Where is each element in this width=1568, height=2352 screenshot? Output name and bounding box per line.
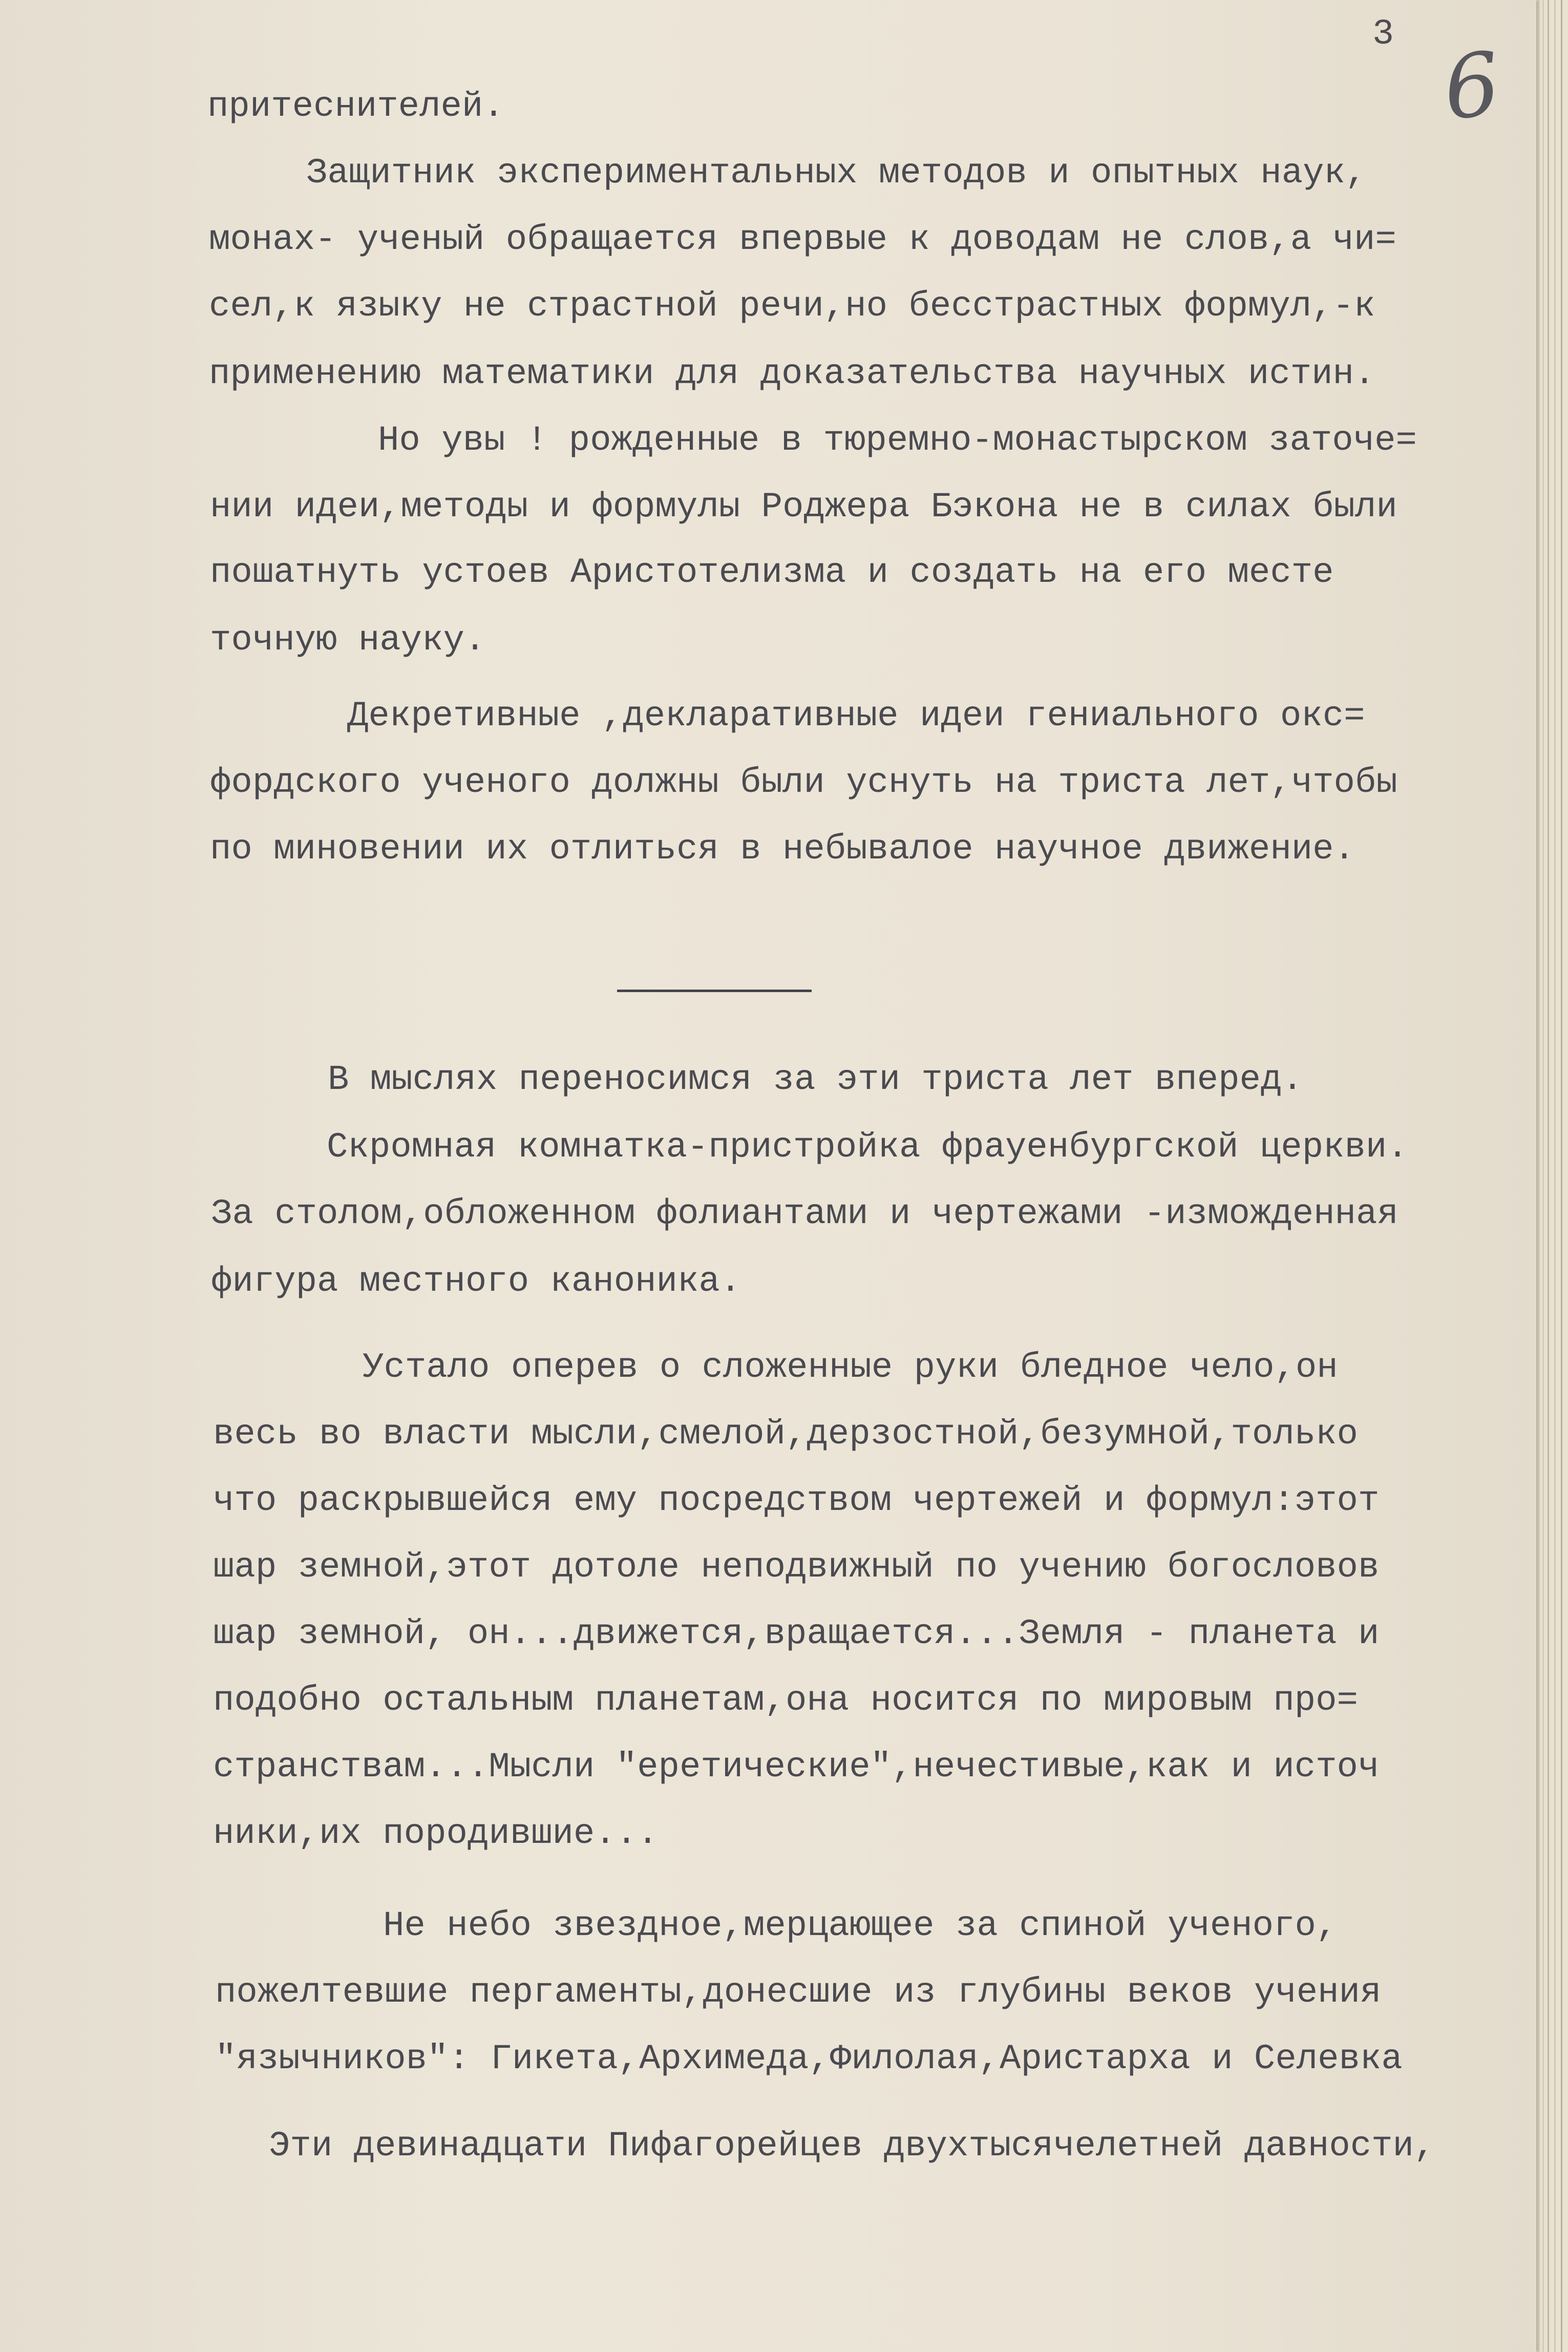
text-line: шар земной,этот дотоле неподвижный по учению богословов (213, 1547, 1380, 1587)
text-line: притеснителей. (207, 87, 504, 127)
text-line: пошатнуть устоев Аристотелизма и создать на его месте (210, 553, 1334, 593)
text-line: весь во власти мысли,смелой,дерзостной,безумной,только (213, 1414, 1358, 1454)
text-line: сел,к языку не страстной речи,но бесстрастных формул,-к (209, 286, 1375, 326)
text-line: фордского ученого должны были уснуть на триста лет,чтобы (210, 763, 1397, 803)
page-edge (1561, 0, 1562, 2352)
text-line: подобно остальным планетам,она носится по мировым про= (213, 1681, 1358, 1720)
text-line: фигура местного каноника. (211, 1262, 741, 1301)
page-number: 3 (1372, 14, 1394, 55)
text-line: нии идеи,методы и формулы Роджера Бэкона не в силах были (210, 487, 1397, 527)
text-line: За столом,обложенном фолиантами и чертежами -изможденная (211, 1194, 1399, 1234)
text-line: по миновении их отлиться в небывалое научное движение. (210, 829, 1355, 869)
handwritten-folio-number: 6 (1438, 33, 1505, 140)
text-line: Эти девинадцати Пифагорейцев двухтысячелетней давности, (269, 2126, 1435, 2166)
text-line: Скромная комнатка-пристройка фрауенбургской церкви. (327, 1127, 1408, 1167)
page-edge (1554, 0, 1556, 2352)
page-edge (1542, 0, 1544, 2352)
text-line: Устало оперев о сложенные руки бледное чело,он (363, 1348, 1338, 1388)
text-line: шар земной, он...движется,вращается...Земля - планета и (213, 1614, 1380, 1654)
text-line: Но увы ! рожденные в тюремно-монастырском заточе= (378, 421, 1417, 460)
text-line: Защитник экспериментальных методов и опытных наук, (306, 153, 1367, 193)
text-line: В мыслях переносимся за эти триста лет вперед. (328, 1060, 1303, 1100)
text-line: что раскрывшейся ему посредством чертежей и формул:этот (213, 1481, 1380, 1521)
text-line: монах- ученый обращается впервые к доводам не слов,а чи= (209, 220, 1396, 260)
text-line: "язычников": Гикета,Архимеда,Филолая,Аристарха и Селевка (215, 2039, 1403, 2079)
page-edge (1538, 0, 1539, 2352)
page-edge (1548, 0, 1549, 2352)
text-line: точную науку. (210, 620, 486, 660)
text-line: ники,их породившие... (213, 1814, 659, 1854)
text-line: Не небо звездное,мерцающее за спиной ученого, (383, 1906, 1338, 1946)
section-divider (617, 990, 812, 992)
text-line: странствам...Мысли "еретические",нечестивые,как и источ (213, 1747, 1380, 1787)
text-line: Декретивные ,декларативные идеи гениального окс= (347, 696, 1365, 736)
text-line: применению математики для доказательства научных истин. (209, 354, 1375, 394)
text-line: пожелтевшие пергаменты,донесшие из глубины веков учения (215, 1972, 1382, 2012)
